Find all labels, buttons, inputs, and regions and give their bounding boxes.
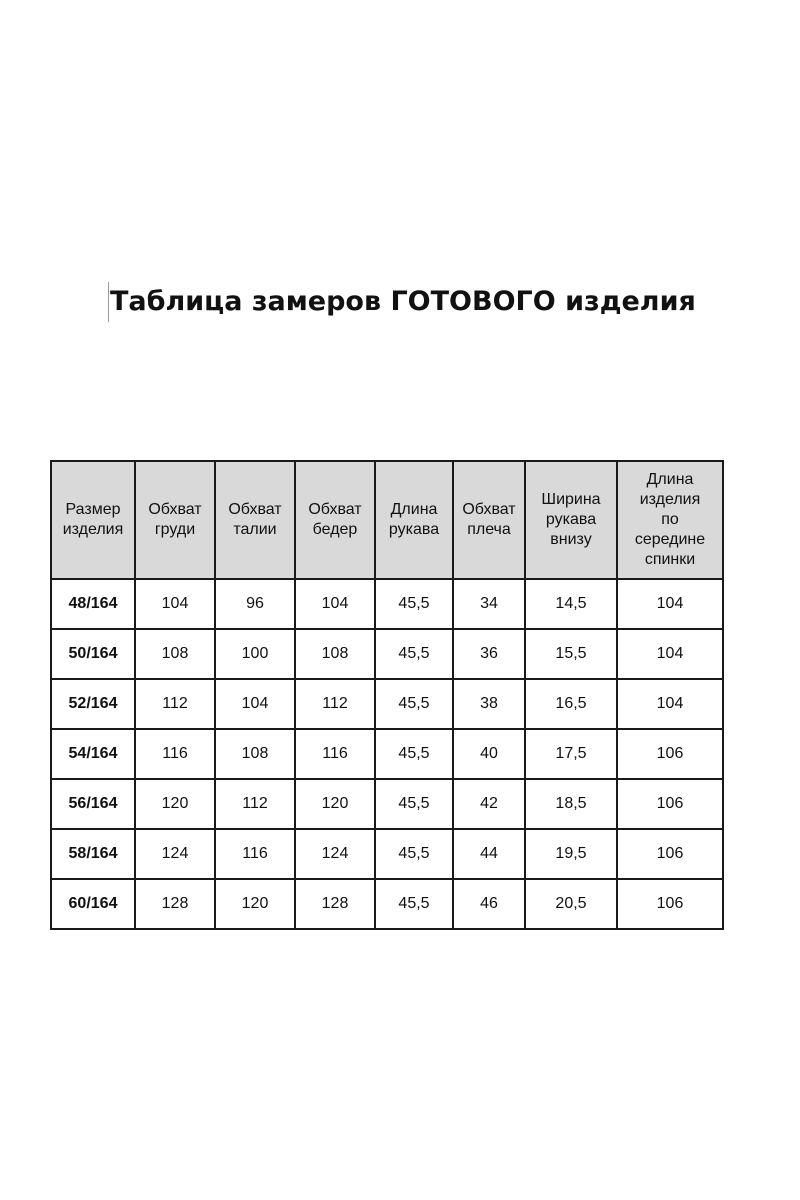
header-label: Размер изделия xyxy=(62,501,124,538)
table-cell: 104 xyxy=(617,579,723,629)
table-cell: 120 xyxy=(135,779,215,829)
table-row xyxy=(51,879,723,929)
table-row xyxy=(51,829,723,879)
header-label: Ширина рукава внизу xyxy=(541,491,601,548)
table-row xyxy=(51,729,723,779)
table-cell: 112 xyxy=(295,679,375,729)
table-cell: 17,5 xyxy=(525,729,617,779)
table-cell: 106 xyxy=(617,779,723,829)
table-cell: 16,5 xyxy=(525,679,617,729)
size-cell: 50/164 xyxy=(51,629,135,679)
table-cell: 96 xyxy=(215,579,295,629)
table-cell: 45,5 xyxy=(375,629,453,679)
table-header xyxy=(51,461,723,579)
header-label: Обхват бедер xyxy=(308,501,362,538)
size-cell: 48/164 xyxy=(51,579,135,629)
size-cell: 52/164 xyxy=(51,679,135,729)
size-cell: 58/164 xyxy=(51,829,135,879)
header-waist xyxy=(215,461,295,579)
header-sleeve-length xyxy=(375,461,453,579)
table-cell: 34 xyxy=(453,579,525,629)
header-back-length xyxy=(617,461,723,579)
table-cell: 38 xyxy=(453,679,525,729)
table-cell: 20,5 xyxy=(525,879,617,929)
table-cell: 106 xyxy=(617,879,723,929)
table-cell: 128 xyxy=(135,879,215,929)
table-row xyxy=(51,629,723,679)
table-cell: 112 xyxy=(215,779,295,829)
header-label: Длина изделия по середине спинки xyxy=(634,471,706,568)
table-cell: 45,5 xyxy=(375,579,453,629)
table-body xyxy=(51,579,723,929)
table-cell: 45,5 xyxy=(375,729,453,779)
table-cell: 104 xyxy=(215,679,295,729)
header-hips xyxy=(295,461,375,579)
table-cell: 120 xyxy=(215,879,295,929)
header-chest xyxy=(135,461,215,579)
table-cell: 45,5 xyxy=(375,829,453,879)
table-cell: 40 xyxy=(453,729,525,779)
table-cell: 112 xyxy=(135,679,215,729)
table-cell: 19,5 xyxy=(525,829,617,879)
table-cell: 116 xyxy=(215,829,295,879)
size-cell: 60/164 xyxy=(51,879,135,929)
table-cell: 108 xyxy=(295,629,375,679)
table-cell: 116 xyxy=(135,729,215,779)
table-cell: 124 xyxy=(295,829,375,879)
table-cell: 116 xyxy=(295,729,375,779)
table-cell: 42 xyxy=(453,779,525,829)
table-cell: 46 xyxy=(453,879,525,929)
table-cell: 128 xyxy=(295,879,375,929)
size-cell: 54/164 xyxy=(51,729,135,779)
table-cell: 106 xyxy=(617,829,723,879)
table-cell: 104 xyxy=(135,579,215,629)
header-row xyxy=(51,461,723,579)
header-label: Обхват плеча xyxy=(462,501,516,538)
header-label: Обхват груди xyxy=(148,501,202,538)
table-cell: 104 xyxy=(617,629,723,679)
table-cell: 120 xyxy=(295,779,375,829)
table-cell: 45,5 xyxy=(375,779,453,829)
table-cell: 108 xyxy=(215,729,295,779)
table-cell: 44 xyxy=(453,829,525,879)
table-row xyxy=(51,779,723,829)
table-cell: 18,5 xyxy=(525,779,617,829)
table-cell: 108 xyxy=(135,629,215,679)
table-cell: 36 xyxy=(453,629,525,679)
page-title: Таблица замеров ГОТОВОГО изделия xyxy=(110,286,696,317)
size-cell: 56/164 xyxy=(51,779,135,829)
table-cell: 104 xyxy=(295,579,375,629)
header-size xyxy=(51,461,135,579)
table-row xyxy=(51,579,723,629)
header-shoulder xyxy=(453,461,525,579)
text-cursor xyxy=(108,282,109,322)
header-sleeve-width xyxy=(525,461,617,579)
table-cell: 14,5 xyxy=(525,579,617,629)
size-chart-table xyxy=(50,460,724,930)
table-cell: 100 xyxy=(215,629,295,679)
header-label: Длина рукава xyxy=(388,501,440,538)
table-cell: 106 xyxy=(617,729,723,779)
table-cell: 124 xyxy=(135,829,215,879)
table-row xyxy=(51,679,723,729)
header-label: Обхват талии xyxy=(228,501,282,538)
table-cell: 104 xyxy=(617,679,723,729)
table-cell: 15,5 xyxy=(525,629,617,679)
table-cell: 45,5 xyxy=(375,679,453,729)
table-cell: 45,5 xyxy=(375,879,453,929)
